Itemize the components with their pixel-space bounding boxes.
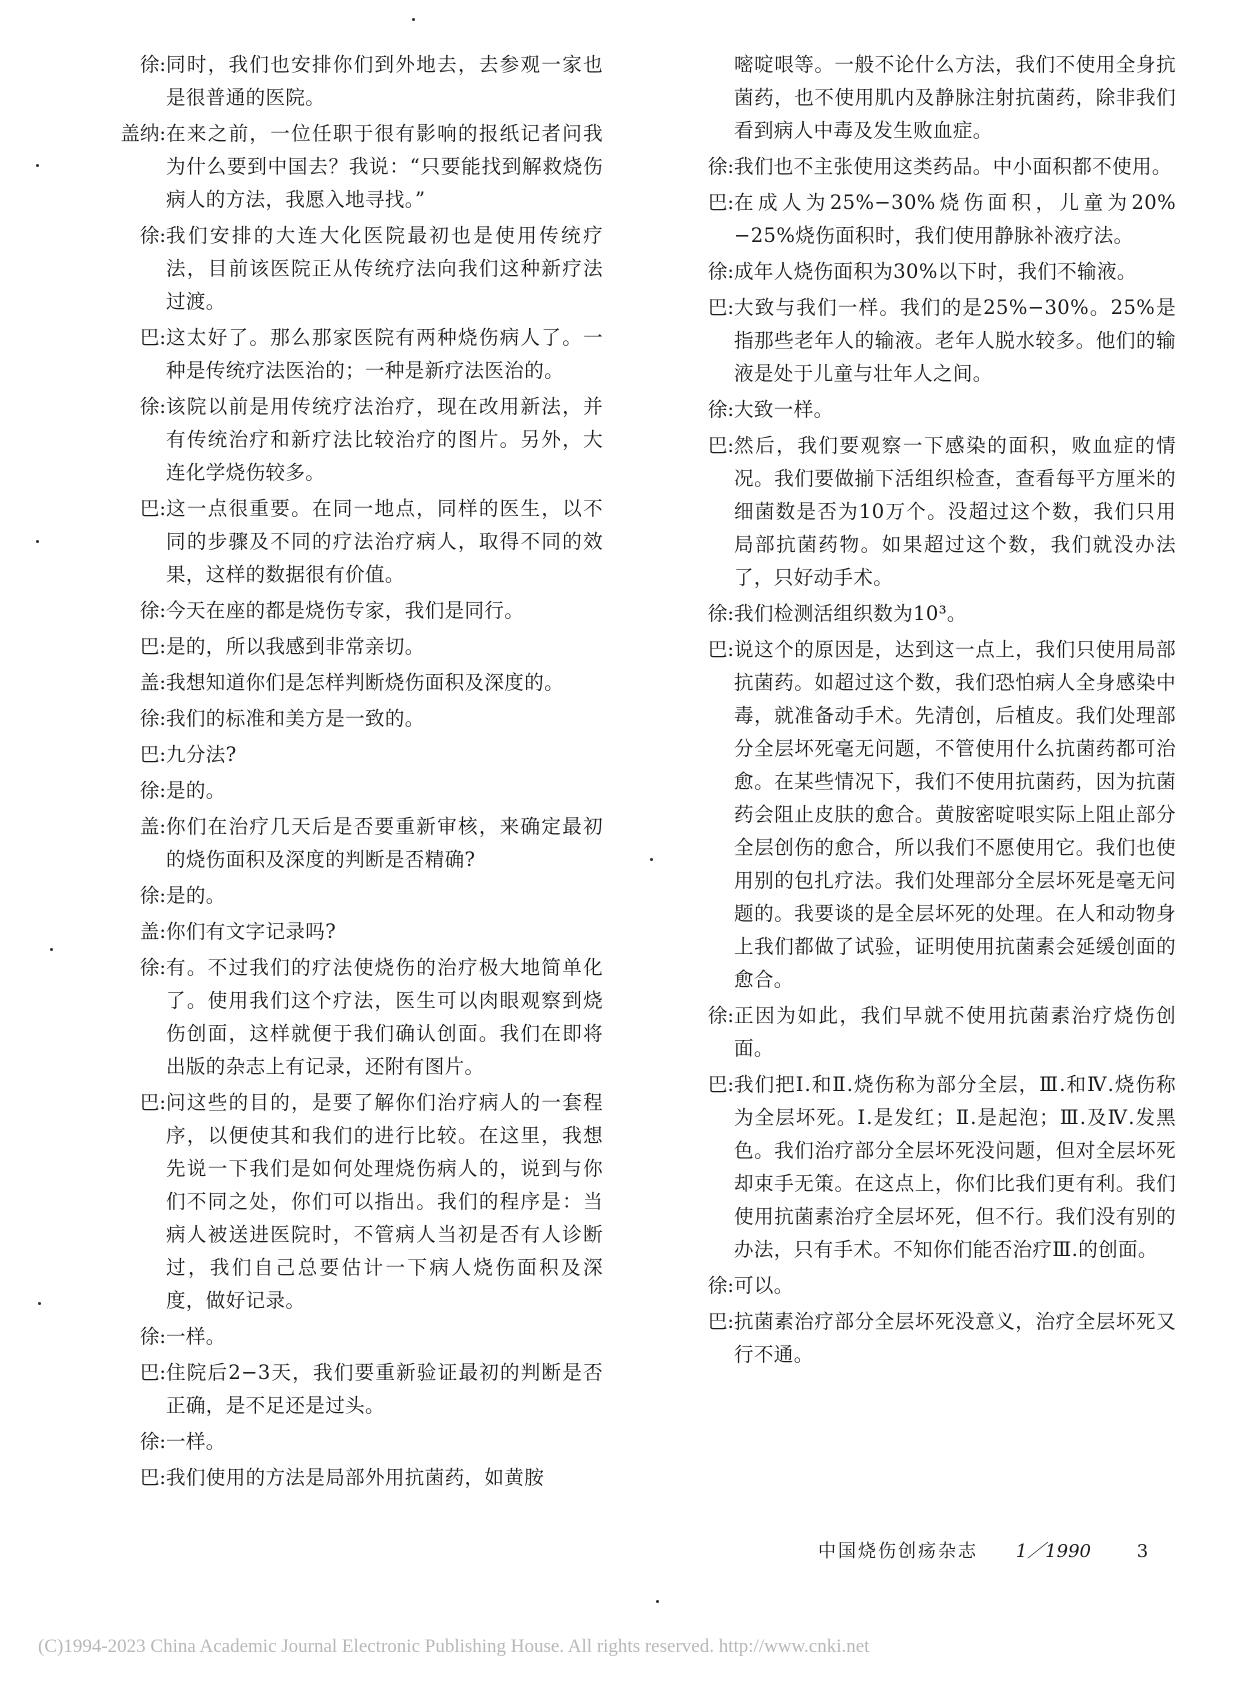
speaker-label: 徐: (707, 260, 734, 283)
scan-speck (38, 1302, 41, 1305)
utterance-text: 正因为如此，我们早就不使用抗菌素治疗烧伤创面。 (734, 1004, 1176, 1060)
dialogue-entry (686, 393, 1176, 426)
utterance-text: 九分法? (166, 743, 237, 766)
dialogue-entry (108, 48, 603, 114)
utterance-text: 在来之前，一位任职于很有影响的报纸记者问我为什么要到中国去？我说：“只要能找到解救烧伤病人的方法，我愿入地寻找。” (166, 122, 603, 211)
utterance-text: 我们也不主张使用这类药品。中小面积都不使用。 (734, 155, 1172, 178)
dialogue-entry (108, 738, 603, 771)
speaker-label: 巴: (139, 1091, 166, 1114)
speaker-label: 盖: (139, 815, 166, 838)
utterance-text: 嘧啶哏等。一般不论什么方法，我们不使用全身抗菌药，也不使用肌内及静脉注射抗菌药，除非我们看到病人中毒及发生败血症。 (734, 53, 1176, 142)
dialogue-entry (108, 666, 603, 699)
utterance-text: 我们的标准和美方是一致的。 (166, 707, 425, 730)
dialogue-entry (108, 951, 603, 1083)
utterance-text: 一样。 (166, 1325, 226, 1348)
page-footer (818, 1537, 1148, 1563)
journal-name: 中国烧伤创疡杂志 (818, 1541, 978, 1562)
speaker-label: 巴: (139, 1361, 166, 1384)
speaker-label: 徐: (139, 1325, 166, 1348)
speaker-label: 徐: (139, 956, 166, 979)
speaker-label: 巴: (707, 1310, 734, 1333)
utterance-text: 然后，我们要观察一下感染的面积，败血症的情况。我们要做揃下活组织检查，查看每平方厘米的细菌数是否为10万个。没超过这个数，我们只用局部抗菌药物。如果超过这个数，我们就没办法了，只好动手术。 (734, 434, 1176, 589)
speaker-label: 巴: (707, 191, 734, 214)
dialogue-entry (108, 1356, 603, 1422)
dialogue-entry (108, 810, 603, 876)
utterance-text: 是的。 (166, 884, 226, 907)
dialogue-entry (108, 321, 603, 387)
dialogue-entry (686, 429, 1176, 594)
dialogue-entry (108, 774, 603, 807)
speaker-label: 盖: (139, 920, 166, 943)
speaker-label: 巴: (707, 638, 734, 661)
utterance-text: 是的。 (166, 779, 226, 802)
dialogue-entry (108, 915, 603, 948)
speaker-label: 徐: (707, 602, 734, 625)
speaker-label: 盖纳: (120, 122, 166, 145)
dialogue-entry (686, 291, 1176, 390)
scan-speck (650, 858, 653, 861)
scan-speck (656, 1600, 659, 1603)
dialogue-entry (108, 1320, 603, 1353)
speaker-label: 巴: (707, 434, 734, 457)
speaker-label: 巴: (139, 326, 166, 349)
dialogue-entry (108, 630, 603, 663)
utterance-text: 你们在治疗几天后是否要重新审核，来确定最初的烧伤面积及深度的判断是否精确? (166, 815, 603, 871)
dialogue-entry (108, 1086, 603, 1317)
dialogue-entry (108, 879, 603, 912)
utterance-text: 大致与我们一样。我们的是25%−30%。25%是指那些老年人的输液。老年人脱水较多。他们的输液是处于儿童与壮年人之间。 (734, 296, 1176, 385)
utterance-text: 该院以前是用传统疗法治疗，现在改用新法，并有传统治疗和新疗法比较治疗的图片。另外，大连化学烧伤较多。 (166, 395, 603, 484)
utterance-text: 今天在座的都是烧伤专家，我们是同行。 (166, 599, 525, 622)
speaker-label: 巴: (139, 497, 166, 520)
dialogue-entry (108, 390, 603, 489)
dialogue-entry (686, 48, 1176, 147)
utterance-text: 我想知道你们是怎样判断烧伤面积及深度的。 (166, 671, 565, 694)
utterance-text: 这一点很重要。在同一地点，同样的医生，以不同的步骤及不同的疗法治疗病人，取得不同的效果，这样的数据很有价值。 (166, 497, 603, 586)
issue-number: 1／1990 (1015, 1541, 1091, 1562)
utterance-text: 住院后2−3天，我们要重新验证最初的判断是否正确，是不足还是过头。 (166, 1361, 603, 1417)
speaker-label: 盖: (139, 671, 166, 694)
utterance-text: 一样。 (166, 1430, 226, 1453)
speaker-label: 徐: (139, 779, 166, 802)
scan-speck (412, 18, 415, 21)
speaker-label: 巴: (707, 296, 734, 319)
speaker-label: 徐: (707, 155, 734, 178)
dialogue-entry (108, 1461, 603, 1494)
left-column (108, 48, 603, 1497)
scan-speck (36, 164, 39, 167)
utterance-text: 抗菌素治疗部分全层坏死没意义，治疗全层坏死又行不通。 (734, 1310, 1176, 1366)
speaker-label: 徐: (139, 884, 166, 907)
speaker-label: 巴: (139, 635, 166, 658)
utterance-text: 你们有文字记录吗? (166, 920, 337, 943)
utterance-text: 这太好了。那么那家医院有两种烧伤病人了。一种是传统疗法医治的；一种是新疗法医治的。 (166, 326, 603, 382)
scan-speck (36, 540, 39, 543)
speaker-label: 徐: (139, 395, 166, 418)
utterance-text: 成年人烧伤面积为30%以下时，我们不输液。 (734, 260, 1137, 283)
dialogue-entry (686, 1068, 1176, 1266)
speaker-label: 徐: (139, 599, 166, 622)
right-column (686, 48, 1176, 1374)
speaker-label: 徐: (139, 1430, 166, 1453)
utterance-text: 说这个的原因是，达到这一点上，我们只使用局部抗菌药。如超过这个数，我们恐怕病人全身感染中毒，就准备动手术。先清创，后植皮。我们处理部分全层坏死毫无问题，不管使用什么抗菌药都可治愈。在某些情况下，我们不使用抗菌药，因为抗菌药会阻止皮肤的愈合。黄胺密啶哏实际上阻止部分全层创伤的愈合，所以我们不愿使用它。我们也使用别的包扎疗法。我们处理部分全层坏死是毫无问题的。我要谈的是全层坏死的处理。在人和动物身上我们都做了试验，证明使用抗菌素会延缓创面的愈合。 (734, 638, 1176, 991)
speaker-label: 徐: (707, 1274, 734, 1297)
utterance-text: 同时，我们也安排你们到外地去，去参观一家也是很普通的医院。 (166, 53, 603, 109)
dialogue-entry (686, 999, 1176, 1065)
dialogue-entry (686, 150, 1176, 183)
dialogue-entry (108, 1425, 603, 1458)
dialogue-entry (108, 594, 603, 627)
speaker-label: 巴: (707, 1073, 734, 1096)
dialogue-entry (686, 1305, 1176, 1371)
speaker-label: 徐: (139, 224, 166, 247)
speaker-label: 徐: (707, 398, 734, 421)
dialogue-entry (108, 492, 603, 591)
utterance-text: 在成人为25%−30%烧伤面积，儿童为20%−25%烧伤面积时，我们使用静脉补液疗法。 (734, 191, 1176, 247)
utterance-text: 大致一样。 (734, 398, 834, 421)
dialogue-entry (686, 597, 1176, 630)
dialogue-entry (686, 255, 1176, 288)
dialogue-entry (108, 117, 603, 216)
scan-speck (50, 948, 53, 951)
utterance-text: 我们把Ⅰ.和Ⅱ.烧伤称为部分全层，Ⅲ.和Ⅳ.烧伤称为全层坏死。Ⅰ.是发红；Ⅱ.是起泡；Ⅲ.及Ⅳ.发黑色。我们治疗部分全层坏死没问题，但对全层坏死却束手无策。在这点上，你们比我们更有利。我们使用抗菌素治疗全层坏死，但不行。我们没有别的办法，只有手术。不知你们能否治疗Ⅲ.的创面。 (734, 1073, 1176, 1261)
speaker-label: 徐: (139, 53, 166, 76)
utterance-text: 我们使用的方法是局部外用抗菌药，如黄胺 (166, 1466, 545, 1489)
utterance-text: 是的，所以我感到非常亲切。 (166, 635, 425, 658)
utterance-text: 有。不过我们的疗法使烧伤的治疗极大地简单化了。使用我们这个疗法，医生可以肉眼观察到烧伤创面，这样就便于我们确认创面。我们在即将出版的杂志上有记录，还附有图片。 (166, 956, 603, 1078)
dialogue-entry (108, 702, 603, 735)
dialogue-entry (686, 186, 1176, 252)
copyright-notice: (C)1994-2023 China Academic Journal Electronic Publishing House. All rights reserved. http://www.cnki.net (38, 1636, 870, 1657)
dialogue-entry (686, 633, 1176, 996)
utterance-text: 我们安排的大连大化医院最初也是使用传统疗法，目前该医院正从传统疗法向我们这种新疗法过渡。 (166, 224, 603, 313)
utterance-text: 我们检测活组织数为10³。 (734, 602, 967, 625)
speaker-label: 徐: (707, 1004, 734, 1027)
speaker-label: 徐: (139, 707, 166, 730)
dialogue-entry (686, 1269, 1176, 1302)
utterance-text: 问这些的目的，是要了解你们治疗病人的一套程序，以便使其和我们的进行比较。在这里，我想先说一下我们是如何处理烧伤病人的，说到与你们不同之处，你们可以指出。我们的程序是：当病人被送进医院时，不管病人当初是否有人诊断过，我们自己总要估计一下病人烧伤面积及深度，做好记录。 (166, 1091, 603, 1312)
dialogue-entry (108, 219, 603, 318)
utterance-text: 可以。 (734, 1274, 794, 1297)
speaker-label: 巴: (139, 743, 166, 766)
speaker-label: 巴: (139, 1466, 166, 1489)
page-number: 3 (1136, 1541, 1149, 1562)
